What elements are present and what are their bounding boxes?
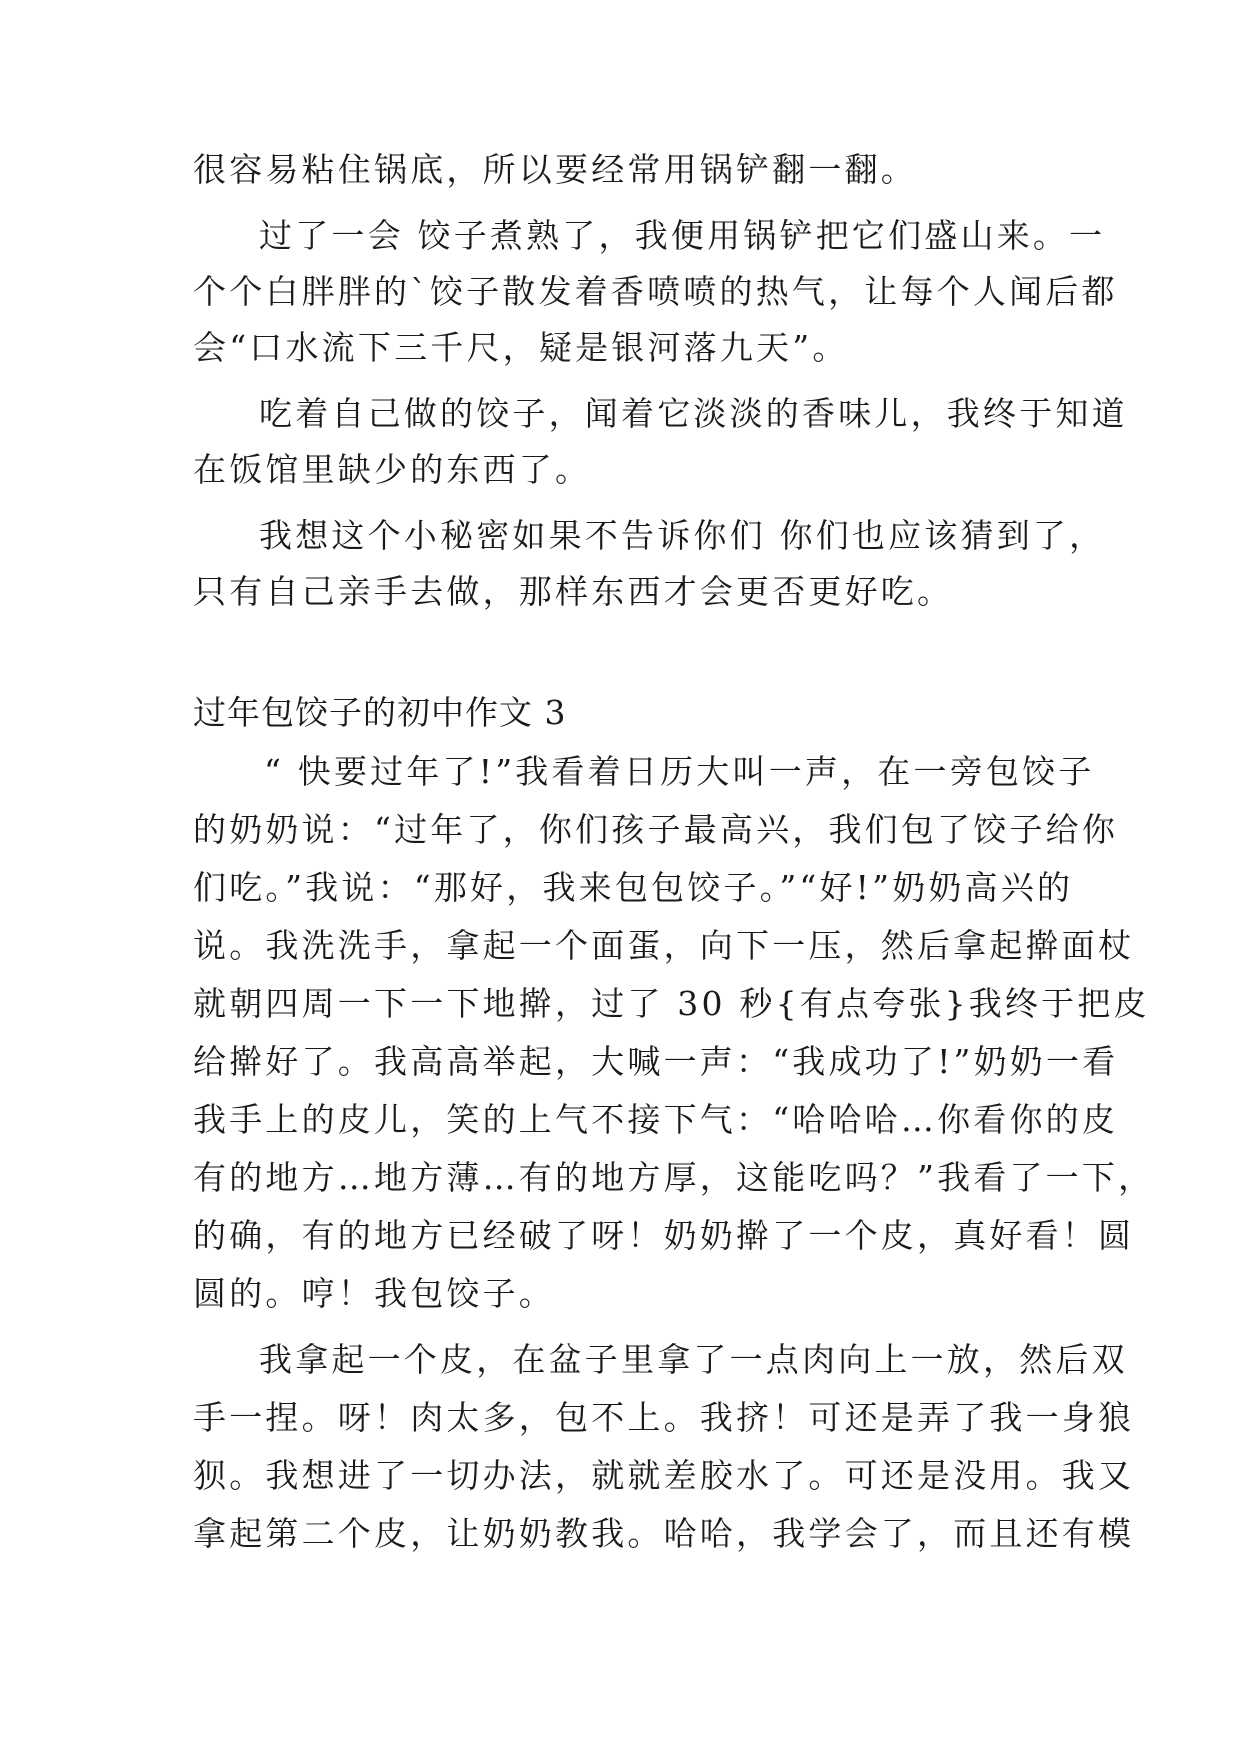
text-line: 就朝四周一下一下地擀，过了 30 秒{有点夸张}我终于把皮 — [193, 984, 1150, 1023]
text-line: 个个白胖胖的`饺子散发着香喷喷的热气，让每个人闻后都 — [193, 272, 1118, 311]
text-line: 会“口水流下三千尺，疑是银河落九天”。 — [193, 328, 849, 367]
text-line: 圆的。哼！我包饺子。 — [193, 1274, 555, 1313]
paragraph-first-line: 我想这个小秘密如果不告诉你们 你们也应该猜到了， — [259, 516, 1106, 555]
text-line: 只有自己亲手去做，那样东西才会更否更好吃。 — [193, 572, 954, 611]
text-line: 有的地方…地方薄…有的地方厚，这能吃吗？”我看了一下， — [193, 1158, 1155, 1197]
text-line: 的确，有的地方已经破了呀！奶奶擀了一个皮，真好看！圆 — [193, 1216, 1135, 1255]
text-line: 给擀好了。我高高举起，大喊一声：“我成功了!”奶奶一看 — [193, 1042, 1119, 1081]
paragraph-first-line: “ 快要过年了!”我看着日历大叫一声，在一旁包饺子 — [264, 752, 1095, 791]
text-line: 说。我洗洗手，拿起一个面蛋，向下一压，然后拿起擀面杖 — [193, 926, 1135, 965]
text-line: 我手上的皮儿，笑的上气不接下气：“哈哈哈…你看你的皮 — [193, 1100, 1119, 1139]
paragraph-first-line: 吃着自己做的饺子，闻着它淡淡的香味儿，我终于知道 — [259, 394, 1128, 433]
text-line: 在饭馆里缺少的东西了。 — [193, 450, 592, 489]
paragraph-first-line: 过了一会 饺子煮熟了，我便用锅铲把它们盛山来。一 — [259, 216, 1106, 255]
text-line: 手一捏。呀！肉太多，包不上。我挤！可还是弄了我一身狼 — [193, 1398, 1135, 1437]
text-line: 很容易粘住锅底，所以要经常用锅铲翻一翻。 — [193, 150, 917, 189]
text-line: 的奶奶说：“过年了，你们孩子最高兴，我们包了饺子给你 — [193, 810, 1119, 849]
text-line: 们吃。”我说：“那好，我来包包饺子。”“好!”奶奶高兴的 — [193, 868, 1074, 907]
text-line: 狈。我想进了一切办法，就就差胶水了。可还是没用。我又 — [193, 1456, 1135, 1495]
section-heading: 过年包饺子的初中作文 3 — [193, 693, 567, 732]
text-line: 拿起第二个皮，让奶奶教我。哈哈，我学会了，而且还有模 — [193, 1514, 1135, 1553]
paragraph-first-line: 我拿起一个皮，在盆子里拿了一点肉向上一放，然后双 — [259, 1340, 1128, 1379]
